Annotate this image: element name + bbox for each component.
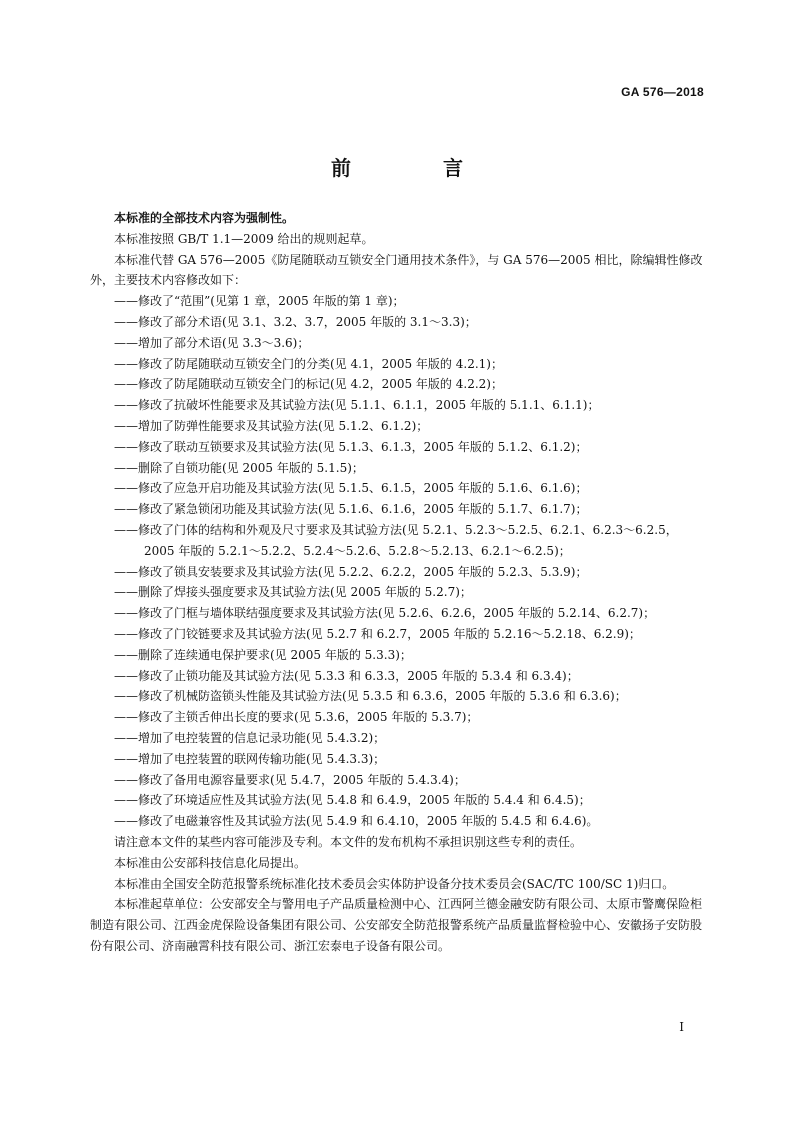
list-item: ——修改了联动互锁要求及其试验方法(见 5.1.3、6.1.3，2005 年版的 5.1.2、6.1.2)； <box>114 439 588 454</box>
changes-list <box>90 291 704 832</box>
page-number: I <box>679 1020 684 1034</box>
list-item: ——增加了防弹性能要求及其试验方法(见 5.1.2、6.1.2)； <box>114 418 429 433</box>
paragraph-drafters: 本标准起草单位：公安部安全与警用电子产品质量检测中心、江西阿兰德金融安防有限公司、太原市警鹰保险柜制造有限公司、江西金虎保险设备集团有限公司、公安部安全防范报警系统产品质量监督检验中心、安徽扬子安防股份有限公司、济南融霄科技有限公司、浙江宏泰电子设备有限公司。 <box>90 897 703 953</box>
list-item: ——修改了止锁功能及其试验方法(见 5.3.3 和 6.3.3，2005 年版的 5.3.4 和 6.3.4)； <box>114 668 579 683</box>
list-item: ——修改了主锁舌伸出长度的要求(见 5.3.6，2005 年版的 5.3.7)； <box>114 710 479 725</box>
list-item: ——修改了抗破坏性能要求及其试验方法(见 5.1.1、6.1.1，2005 年版的 5.1.1、6.1.1)； <box>114 398 600 413</box>
list-item: ——修改了应急开启功能及其试验方法(见 5.1.5、6.1.5，2005 年版的 5.1.6、6.1.6)； <box>114 481 588 496</box>
paragraph-replacement: 本标准代替 GA 576—2005《防尾随联动互锁安全门通用技术条件》，与 GA 576—2005 相比，除编辑性修改外，主要技术内容修改如下： <box>90 252 703 288</box>
list-item: ——增加了电控装置的信息记录功能(见 5.4.3.2)； <box>114 730 386 745</box>
list-item: ——修改了防尾随联动互锁安全门的分类(见 4.1，2005 年版的 4.2.1)； <box>114 356 503 371</box>
list-item: ——修改了门体的结构和外观及尺寸要求及其试验方法(见 5.2.1、5.2.3～5.2.5、6.2.1、6.2.3～6.2.5，2005 年版的 5.2.1～5.2.2、5.2.4～5.2.6、5.2.8～5.2.13、6.2.1～6.2.5)； <box>114 522 678 558</box>
list-item: ——增加了部分术语(见 3.3～3.6)； <box>114 335 310 350</box>
list-item: ——修改了锁具安装要求及其试验方法(见 5.2.2、6.2.2，2005 年版的 5.2.3、5.3.9)； <box>114 564 588 579</box>
paragraph-proposer: 本标准由公安部科技信息化局提出。 <box>114 855 307 870</box>
list-item: ——增加了电控装置的联网传输功能(见 5.4.3.3)； <box>114 751 386 766</box>
list-item: ——修改了电磁兼容性及其试验方法(见 5.4.9 和 6.4.10，2005 年版的 5.4.5 和 6.4.6)。 <box>114 814 599 829</box>
list-item: ——修改了门铰链要求及其试验方法(见 5.2.7 和 6.2.7，2005 年版的 5.2.16～5.2.18、6.2.9)； <box>114 626 641 641</box>
paragraph-mandatory: 本标准的全部技术内容为强制性。 <box>114 211 295 225</box>
paragraph-drafting-rule: 本标准按照 GB/T 1.1—2009 给出的规则起草。 <box>114 231 374 246</box>
list-item: ——修改了机械防盗锁头性能及其试验方法(见 5.3.5 和 6.3.6，2005 年版的 5.3.6 和 6.3.6)； <box>114 689 627 704</box>
list-item: ——修改了备用电源容量要求(见 5.4.7，2005 年版的 5.4.3.4)； <box>114 772 466 787</box>
paragraph-patent: 请注意本文件的某些内容可能涉及专利。本文件的发布机构不承担识别这些专利的责任。 <box>114 834 583 849</box>
page-title: 前 言 <box>331 156 499 180</box>
list-item: ——删除了连续通电保护要求(见 2005 年版的 5.3.3)； <box>114 647 412 662</box>
list-item: ——修改了紧急锁闭功能及其试验方法(见 5.1.6、6.1.6，2005 年版的 5.1.7、6.1.7)； <box>114 502 588 517</box>
list-item: ——修改了部分术语(见 3.1、3.2、3.7，2005 年版的 3.1～3.3)； <box>114 314 477 329</box>
list-item: ——修改了门框与墙体联结强度要求及其试验方法(见 5.2.6、6.2.6，2005 年版的 5.2.14、6.2.7)； <box>114 606 656 621</box>
list-item: ——修改了环境适应性及其试验方法(见 5.4.8 和 6.4.9，2005 年版的 5.4.4 和 6.4.5)； <box>114 793 591 808</box>
list-item: ——修改了“范围”(见第 1 章，2005 年版的第 1 章)； <box>114 294 405 309</box>
list-item: ——删除了自锁功能(见 2005 年版的 5.1.5)； <box>114 460 364 475</box>
paragraph-committee: 本标准由全国安全防范报警系统标准化技术委员会实体防护设备分技术委员会(SAC/TC 100/SC 1)归口。 <box>114 876 675 891</box>
list-item: ——删除了焊接头强度要求及其试验方法(见 2005 年版的 5.2.7)； <box>114 585 472 600</box>
standard-code: GA 576—2018 <box>621 85 704 99</box>
list-item: ——修改了防尾随联动互锁安全门的标记(见 4.2，2005 年版的 4.2.2)； <box>114 377 503 392</box>
document-body <box>90 208 704 957</box>
